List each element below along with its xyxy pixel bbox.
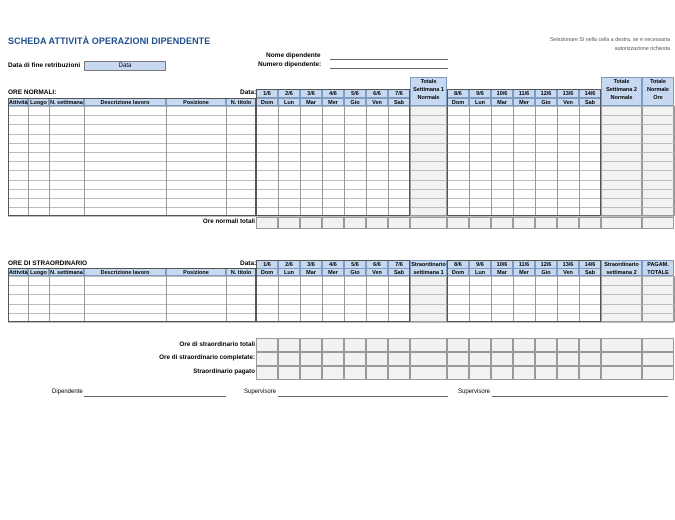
overtime-paid-cell — [642, 366, 674, 380]
left-block-border — [8, 268, 256, 322]
date-header-w2: 9/6 — [469, 260, 491, 269]
overtime-paid-cell — [601, 366, 642, 380]
date-header-w2: 13/6 — [557, 89, 579, 98]
overtime-paid-cell — [513, 366, 535, 380]
overtime-completed-cell — [557, 352, 579, 366]
overtime-completed-cell — [344, 352, 366, 366]
overtime-completed-cell — [491, 352, 513, 366]
date-header-w2: 8/6 — [447, 260, 469, 269]
overtime-paid-cell — [300, 366, 322, 380]
column-header: Descrizione lavoro — [84, 268, 166, 276]
column-header: N. settimana — [50, 100, 83, 106]
overtime-paid-cell — [410, 366, 447, 380]
overtime-paid-cell — [388, 366, 410, 380]
week1-block-border — [256, 89, 410, 216]
day-header-w2: Mar — [491, 268, 513, 276]
date-header-w2: 11/6 — [513, 89, 535, 98]
overtime-completed-cell — [642, 352, 674, 366]
week2-total-header: Straordinario settimana 2 — [601, 260, 642, 276]
overtime-paid-cell — [322, 366, 344, 380]
day-header-w2: Ven — [557, 98, 579, 106]
day-header-w2: Sab — [579, 98, 601, 106]
week1-total-column — [410, 276, 447, 322]
overtime-completed-cell — [447, 352, 469, 366]
overtime-total-cell — [469, 338, 491, 352]
regular-total-cell — [278, 217, 300, 229]
overtime-hours-label: ORE DI STRAORDINARIO — [8, 260, 88, 267]
week1-block-border — [256, 260, 410, 322]
date-header-w2: 13/6 — [557, 260, 579, 269]
column-header: Attività — [9, 270, 28, 276]
grid-col-line — [642, 106, 643, 216]
grand-total-header: Totale Normale Ore — [642, 77, 674, 106]
employee-name-label: Nome dipendente — [266, 52, 321, 59]
date-header-w1: 2/6 — [278, 89, 300, 98]
day-header-w1: Gio — [344, 268, 366, 276]
week2-total-header: Totale Settimana 2 Normale — [601, 77, 642, 106]
overtime-paid-cell — [366, 366, 388, 380]
day-header-w2: Dom — [447, 98, 469, 106]
regular-total-cell — [469, 217, 491, 229]
overtime-completed-cell — [322, 352, 344, 366]
overtime-total-cell — [410, 338, 447, 352]
overtime-paid-cell — [469, 366, 491, 380]
regular-total-cell — [447, 217, 469, 229]
regular-total-cell — [601, 217, 642, 229]
overtime-paid-cell — [344, 366, 366, 380]
overtime-completed-cell — [469, 352, 491, 366]
date-header-w1: 6/6 — [366, 89, 388, 98]
date-header-w1: 4/6 — [322, 260, 344, 269]
day-header-w1: Ven — [366, 268, 388, 276]
overtime-paid-cell — [535, 366, 557, 380]
supervisor-signature-label-2: Supervisore — [458, 389, 491, 395]
grand-total-column — [642, 276, 674, 322]
day-header-w2: Mar — [491, 98, 513, 106]
day-header-w1: Lun — [278, 98, 300, 106]
overtime-total-cell — [601, 338, 642, 352]
employee-signature-line[interactable] — [84, 395, 226, 397]
regular-total-label: Ore normali totali — [202, 218, 255, 225]
overtime-paid-cell — [579, 366, 601, 380]
overtime-completed-cell — [256, 352, 278, 366]
overtime-total-cell — [491, 338, 513, 352]
column-header: Posizione — [166, 98, 226, 106]
overtime-completed-cell — [535, 352, 557, 366]
date-header-w1: 7/6 — [388, 260, 410, 269]
regular-total-cell — [491, 217, 513, 229]
regular-total-cell — [344, 217, 366, 229]
regular-total-cell — [579, 217, 601, 229]
day-header-w2: Ven — [557, 268, 579, 276]
date-header-w2: 11/6 — [513, 260, 535, 269]
overtime-completed-cell — [410, 352, 447, 366]
day-header-w2: Gio — [535, 98, 557, 106]
column-header: N. titolo — [226, 268, 256, 276]
date-header-w2: 14/6 — [579, 260, 601, 269]
regular-total-cell — [513, 217, 535, 229]
grid-row-line — [8, 322, 674, 323]
employee-name-field[interactable] — [330, 52, 448, 60]
overtime-total-cell — [322, 338, 344, 352]
employee-signature-label: Dipendente — [52, 389, 83, 395]
overtime-paid-cell — [256, 366, 278, 380]
overtime-completed-cell — [300, 352, 322, 366]
overtime-completed-cell — [513, 352, 535, 366]
date-header-w1: 4/6 — [322, 89, 344, 98]
overtime-completed-cell — [366, 352, 388, 366]
column-header: Attività — [9, 100, 28, 106]
column-header: N. titolo — [226, 98, 256, 106]
week2-total-column — [601, 276, 642, 322]
date-header-w2: 9/6 — [469, 89, 491, 98]
day-header-w1: Sab — [388, 98, 410, 106]
regular-total-cell — [557, 217, 579, 229]
regular-total-cell — [642, 217, 674, 229]
date-header-w1: 3/6 — [300, 260, 322, 269]
date-header-w2: 8/6 — [447, 89, 469, 98]
overtime-total-cell — [388, 338, 410, 352]
grid-col-line — [410, 106, 411, 216]
pay-end-date-input[interactable]: Data — [84, 61, 166, 71]
day-header-w1: Sab — [388, 268, 410, 276]
date-header-w2: 12/6 — [535, 89, 557, 98]
grid-col-line — [601, 106, 602, 216]
regular-total-cell — [410, 217, 447, 229]
date-header-w1: 6/6 — [366, 260, 388, 269]
left-block-border — [8, 98, 256, 216]
employee-number-label: Numero dipendente: — [258, 61, 322, 68]
day-header-w2: Gio — [535, 268, 557, 276]
regular-total-cell — [322, 217, 344, 229]
overtime-total-cell — [344, 338, 366, 352]
overtime-completed-cell — [579, 352, 601, 366]
overtime-total-cell — [535, 338, 557, 352]
day-header-w1: Mar — [300, 98, 322, 106]
column-header: Descrizione lavoro — [84, 98, 166, 106]
employee-number-field[interactable] — [330, 61, 448, 69]
approval-note: Selezionare Sì nella cella a destra, se è necessaria autorizzazione richiesta — [549, 37, 670, 52]
day-header-w1: Dom — [256, 98, 278, 106]
overtime-completed-cell — [278, 352, 300, 366]
overtime-paid-cell — [447, 366, 469, 380]
day-header-w1: Ven — [366, 98, 388, 106]
date-header-w1: 5/6 — [344, 260, 366, 269]
day-header-w1: Lun — [278, 268, 300, 276]
day-header-w2: Sab — [579, 268, 601, 276]
overtime-paid-cell — [491, 366, 513, 380]
overtime-total-cell — [278, 338, 300, 352]
day-header-w2: Lun — [469, 268, 491, 276]
supervisor-signature-line-2[interactable] — [492, 395, 668, 397]
grand-total-header: PAGAM. TOTALE — [642, 260, 674, 276]
regular-total-cell — [535, 217, 557, 229]
date-header-w1: 1/6 — [256, 260, 278, 269]
day-header-w1: Mer — [322, 98, 344, 106]
date-header-w2: 12/6 — [535, 260, 557, 269]
overtime-total-cell — [642, 338, 674, 352]
overtime-total-cell — [256, 338, 278, 352]
overtime-paid-cell — [278, 366, 300, 380]
date-header-w1: 3/6 — [300, 89, 322, 98]
page-title: SCHEDA ATTIVITÀ OPERAZIONI DIPENDENTE — [8, 36, 211, 46]
column-header: Luogo — [28, 98, 49, 106]
overtime-total-cell — [366, 338, 388, 352]
overtime-total-label: Ore di straordinario totali — [179, 341, 255, 348]
regular-total-cell — [300, 217, 322, 229]
date-header-w1: 7/6 — [388, 89, 410, 98]
day-header-w1: Gio — [344, 98, 366, 106]
overtime-total-cell — [513, 338, 535, 352]
week1-total-header: Totale Settimana 1 Normale — [410, 77, 447, 106]
overtime-total-cell — [579, 338, 601, 352]
regular-hours-label: ORE NORMALI: — [8, 89, 57, 96]
week1-total-header: Straordinario settimana 1 — [411, 262, 446, 276]
column-header: N. settimana — [50, 270, 83, 276]
overtime-data-label: Data: — [240, 260, 257, 267]
day-header-w2: Mer — [513, 268, 535, 276]
regular-total-cell — [388, 217, 410, 229]
week2-block-border — [447, 89, 601, 216]
day-header-w2: Dom — [447, 268, 469, 276]
date-header-w2: 14/6 — [579, 89, 601, 98]
grid-col-line — [642, 276, 643, 322]
grid-col-line — [410, 276, 411, 322]
date-header-w1: 5/6 — [344, 89, 366, 98]
regular-data-label: Data: — [240, 89, 257, 96]
date-header-w1: 1/6 — [256, 89, 278, 98]
day-header-w2: Mer — [513, 98, 535, 106]
supervisor-signature-line-1[interactable] — [278, 395, 448, 397]
day-header-w1: Mar — [300, 268, 322, 276]
overtime-total-cell — [557, 338, 579, 352]
date-header-w1: 2/6 — [278, 260, 300, 269]
column-header: Posizione — [166, 268, 226, 276]
overtime-total-cell — [447, 338, 469, 352]
week2-block-border — [447, 260, 601, 322]
date-header-w2: 10/6 — [491, 260, 513, 269]
grid-col-line — [674, 106, 675, 216]
overtime-total-cell — [300, 338, 322, 352]
regular-total-cell — [256, 217, 278, 229]
date-header-w2: 10/6 — [491, 89, 513, 98]
overtime-completed-label: Ore di straordinario completate: — [159, 354, 255, 361]
grid-col-line — [601, 276, 602, 322]
day-header-w1: Mer — [322, 268, 344, 276]
day-header-w1: Dom — [256, 268, 278, 276]
pay-end-label: Data di fine retribuzioni — [8, 62, 81, 69]
regular-total-cell — [366, 217, 388, 229]
grid-col-line — [674, 276, 675, 322]
overtime-completed-cell — [388, 352, 410, 366]
supervisor-signature-label-1: Supervisore — [244, 389, 277, 395]
overtime-paid-cell — [557, 366, 579, 380]
day-header-w2: Lun — [469, 98, 491, 106]
column-header: Luogo — [28, 268, 49, 276]
overtime-completed-cell — [601, 352, 642, 366]
overtime-paid-label: Straordinario pagato — [193, 368, 255, 375]
